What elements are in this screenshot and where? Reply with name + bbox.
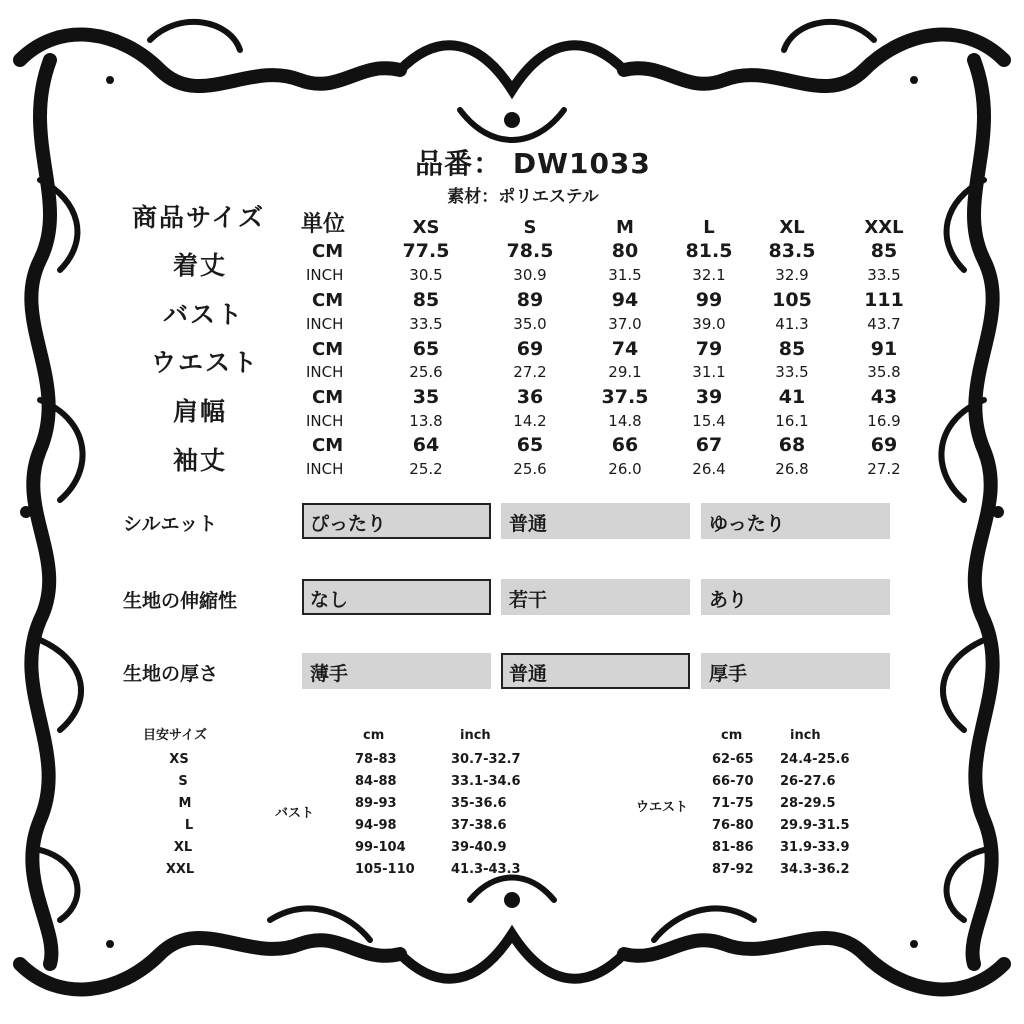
waist-guide-label: ウエスト <box>636 800 689 815</box>
cm-value: 37.5 <box>601 386 649 408</box>
cm-value: 99 <box>695 289 723 311</box>
bust-cm-header: cm <box>363 728 385 743</box>
inch-value: 13.8 <box>409 412 443 430</box>
cm-value: 74 <box>611 338 639 360</box>
waist-cm-range: 71-75 <box>712 796 754 811</box>
size-header: XS <box>412 217 440 238</box>
bust-cm-range: 105-110 <box>355 862 415 877</box>
waist-inch-range: 34.3-36.2 <box>780 862 850 877</box>
bust-inch-range: 37-38.6 <box>451 818 507 833</box>
size-header: L <box>703 217 715 238</box>
inch-value: 41.3 <box>775 315 809 333</box>
stretch-option-slight <box>501 579 690 615</box>
material-label: 素材：ポリエステル <box>447 187 599 207</box>
waist-cm-range: 81-86 <box>712 840 754 855</box>
size-header: M <box>616 217 634 238</box>
size-table-title: 商品サイズ <box>132 203 266 232</box>
bust-inch-range: 30.7-32.7 <box>451 752 521 767</box>
cm-value: 41 <box>778 386 806 408</box>
silhouette-option-loose <box>701 503 890 539</box>
cm-unit-label: CM <box>312 435 344 456</box>
cm-value: 94 <box>611 289 639 311</box>
inch-value: 39.0 <box>692 315 726 333</box>
cm-unit-label: CM <box>312 241 344 262</box>
guide-size: XS <box>169 752 189 767</box>
bust-cm-range: 89-93 <box>355 796 397 811</box>
measurement-label: バスト <box>163 300 245 329</box>
measurement-label: ウエスト <box>151 348 260 377</box>
inch-value: 26.0 <box>608 460 642 478</box>
cm-value: 91 <box>870 338 898 360</box>
measurement-label: 着丈 <box>173 251 228 280</box>
cm-value: 105 <box>772 289 812 311</box>
size-header: XL <box>779 217 805 238</box>
option-label: 薄手 <box>310 663 349 685</box>
inch-unit-label: INCH <box>306 460 344 478</box>
thickness-option-thick <box>701 653 890 689</box>
inch-value: 25.6 <box>513 460 547 478</box>
inch-value: 31.5 <box>608 266 642 284</box>
inch-unit-label: INCH <box>306 266 344 284</box>
bust-inch-range: 35-36.6 <box>451 796 507 811</box>
inch-value: 14.2 <box>513 412 547 430</box>
stretch-option-yes <box>701 579 890 615</box>
waist-inch-header: inch <box>790 728 821 743</box>
guide-size: S <box>178 774 188 789</box>
inch-value: 15.4 <box>692 412 726 430</box>
stretch-label: 生地の伸縮性 <box>123 590 238 612</box>
cm-value: 36 <box>516 386 544 408</box>
waist-inch-range: 31.9-33.9 <box>780 840 850 855</box>
bust-inch-range: 41.3-43.3 <box>451 862 521 877</box>
product-code: 品番： DW1033 <box>415 147 651 180</box>
cm-unit-label: CM <box>312 387 344 408</box>
thickness-label: 生地の厚さ <box>123 663 219 685</box>
size-header: S <box>523 217 537 238</box>
waist-inch-range: 24.4-25.6 <box>780 752 850 767</box>
inch-value: 26.8 <box>775 460 809 478</box>
cm-value: 68 <box>778 434 806 456</box>
inch-unit-label: INCH <box>306 315 344 333</box>
cm-value: 67 <box>695 434 723 456</box>
waist-cm-range: 76-80 <box>712 818 754 833</box>
cm-value: 80 <box>611 240 639 262</box>
inch-value: 16.9 <box>867 412 901 430</box>
cm-value: 66 <box>611 434 639 456</box>
cm-value: 69 <box>870 434 898 456</box>
option-label: 普通 <box>509 513 548 535</box>
option-label: ゆったり <box>709 513 785 535</box>
cm-value: 77.5 <box>402 240 450 262</box>
cm-value: 39 <box>695 386 723 408</box>
inch-value: 33.5 <box>867 266 901 284</box>
inch-value: 25.2 <box>409 460 443 478</box>
cm-value: 83.5 <box>768 240 816 262</box>
inch-value: 33.5 <box>409 315 443 333</box>
guide-size: XL <box>173 840 193 855</box>
guide-title: 目安サイズ <box>143 728 207 743</box>
option-label: ぴったり <box>310 513 387 535</box>
cm-value: 65 <box>516 434 544 456</box>
cm-value: 65 <box>412 338 440 360</box>
inch-value: 31.1 <box>692 363 726 381</box>
cm-value: 79 <box>695 338 723 360</box>
stretch-option-none <box>302 579 491 615</box>
waist-cm-range: 66-70 <box>712 774 754 789</box>
cm-value: 111 <box>864 289 904 311</box>
silhouette-option-regular <box>501 503 690 539</box>
cm-value: 69 <box>516 338 544 360</box>
measurement-label: 肩幅 <box>173 397 228 426</box>
inch-value: 32.9 <box>775 266 809 284</box>
inch-unit-label: INCH <box>306 363 344 381</box>
cm-value: 85 <box>412 289 440 311</box>
measurement-label: 袖丈 <box>173 446 228 475</box>
inch-unit-label: INCH <box>306 412 344 430</box>
inch-value: 43.7 <box>867 315 901 333</box>
silhouette-option-fitted <box>302 503 491 539</box>
inch-value: 35.8 <box>867 363 901 381</box>
inch-value: 33.5 <box>775 363 809 381</box>
bust-cm-range: 78-83 <box>355 752 397 767</box>
cm-value: 35 <box>412 386 440 408</box>
unit-header: 単位 <box>301 212 346 237</box>
waist-inch-range: 29.9-31.5 <box>780 818 850 833</box>
option-label: あり <box>709 589 748 611</box>
bust-cm-range: 84-88 <box>355 774 397 789</box>
cm-value: 78.5 <box>506 240 554 262</box>
option-label: 普通 <box>509 663 548 685</box>
guide-size: M <box>178 796 192 811</box>
cm-value: 81.5 <box>685 240 733 262</box>
waist-cm-range: 87-92 <box>712 862 754 877</box>
inch-value: 30.9 <box>513 266 547 284</box>
cm-unit-label: CM <box>312 339 344 360</box>
waist-cm-range: 62-65 <box>712 752 754 767</box>
option-label: 若干 <box>509 589 548 611</box>
cm-value: 85 <box>870 240 898 262</box>
inch-value: 14.8 <box>608 412 642 430</box>
inch-value: 27.2 <box>513 363 547 381</box>
inch-value: 32.1 <box>692 266 726 284</box>
waist-cm-header: cm <box>721 728 743 743</box>
inch-value: 26.4 <box>692 460 726 478</box>
option-label: なし <box>310 589 349 611</box>
waist-inch-range: 26-27.6 <box>780 774 836 789</box>
cm-value: 43 <box>870 386 898 408</box>
cm-unit-label: CM <box>312 290 344 311</box>
inch-value: 16.1 <box>775 412 809 430</box>
thickness-option-thin <box>302 653 491 689</box>
bust-cm-range: 94-98 <box>355 818 397 833</box>
guide-size: L <box>184 818 194 833</box>
cm-value: 64 <box>412 434 440 456</box>
bust-inch-header: inch <box>460 728 491 743</box>
bust-inch-range: 33.1-34.6 <box>451 774 521 789</box>
cm-value: 89 <box>516 289 544 311</box>
silhouette-label: シルエット <box>123 513 218 535</box>
bust-guide-label: バスト <box>275 806 315 821</box>
inch-value: 35.0 <box>513 315 547 333</box>
option-label: 厚手 <box>709 663 748 685</box>
thickness-option-regular <box>501 653 690 689</box>
guide-size: XXL <box>165 862 195 877</box>
inch-value: 30.5 <box>409 266 443 284</box>
inch-value: 25.6 <box>409 363 443 381</box>
size-header: XXL <box>864 217 904 238</box>
cm-value: 85 <box>778 338 806 360</box>
bust-cm-range: 99-104 <box>355 840 406 855</box>
waist-inch-range: 28-29.5 <box>780 796 836 811</box>
inch-value: 27.2 <box>867 460 901 478</box>
bust-inch-range: 39-40.9 <box>451 840 507 855</box>
inch-value: 37.0 <box>608 315 642 333</box>
inch-value: 29.1 <box>608 363 642 381</box>
